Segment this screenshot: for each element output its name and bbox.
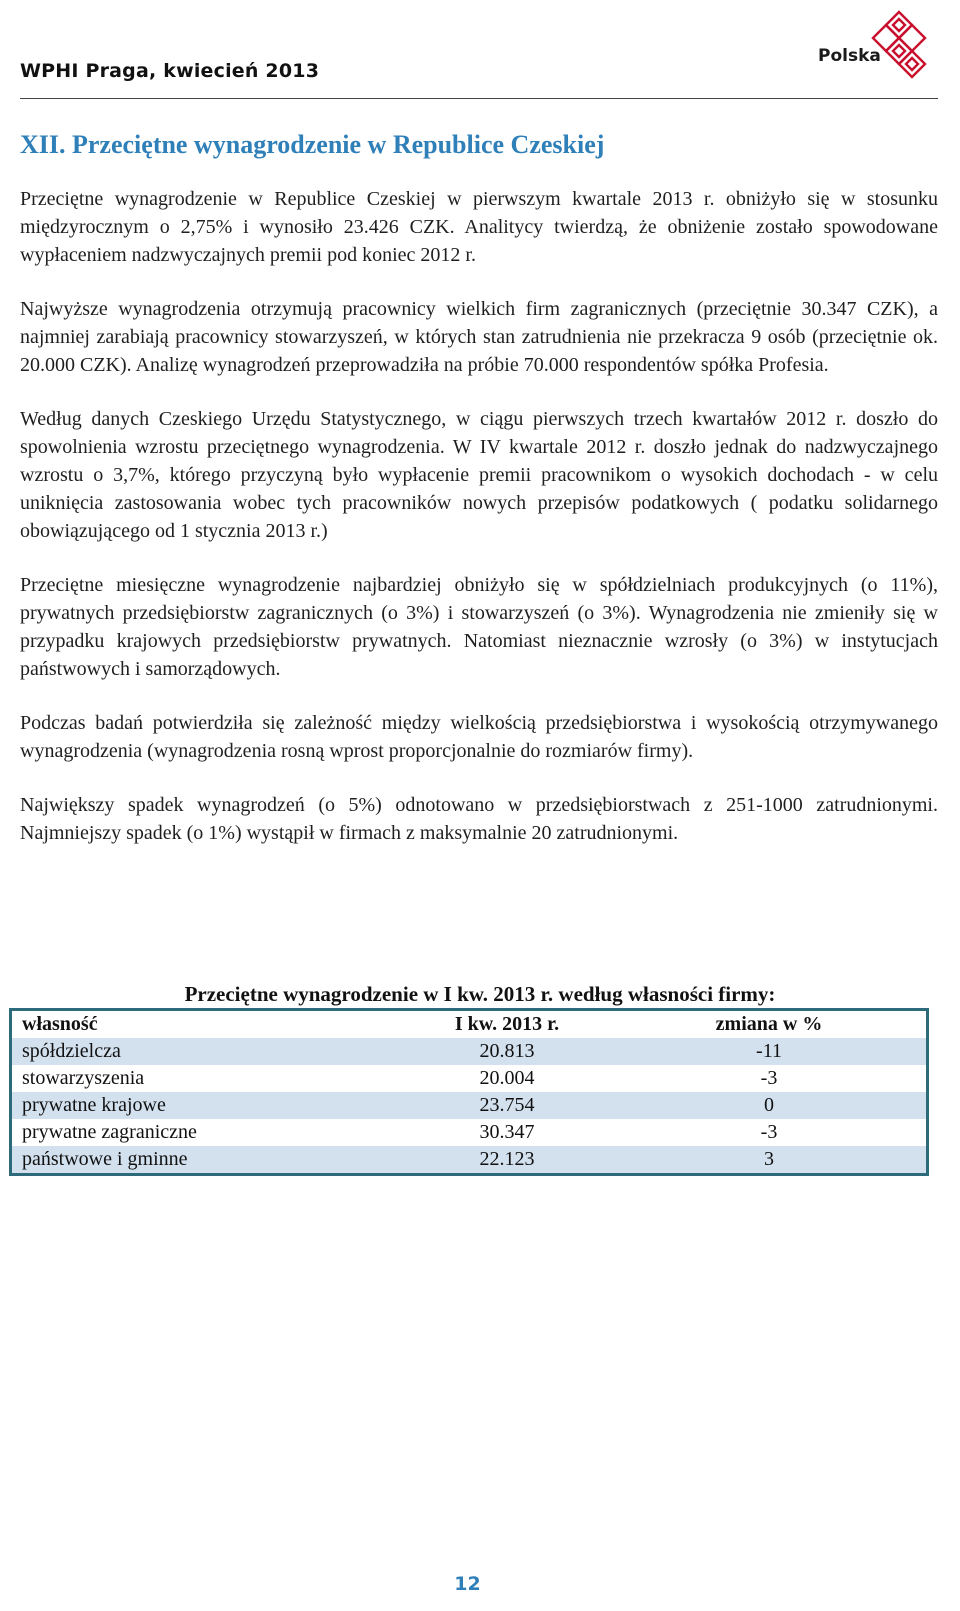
cell-change: -3 xyxy=(612,1119,928,1146)
table-row xyxy=(11,1146,928,1175)
cell-salary: 22.123 xyxy=(402,1146,612,1175)
table-header-row xyxy=(11,1010,928,1039)
cell-ownership: spółdzielcza xyxy=(11,1038,403,1065)
table-caption: Przeciętne wynagrodzenie w I kw. 2013 r. według własności firmy: xyxy=(184,982,776,1006)
polska-logo-icon xyxy=(864,10,934,82)
paragraph: Według danych Czeskiego Urzędu Statystycznego, w ciągu pierwszych trzech kwartałów 2012 r. doszło do spowolnienia wzrostu przeciętnego wynagrodzenia. W IV kwartale 2012 r. doszło jednak do nadzwyczajnego wzrostu o 3,7%, którego przyczyną było wypłacenie premii pracownikom o wysokich dochodach - w celu uniknięcia zastosowania wobec tych pracowników nowych przepisów podatkowych ( podatku solidarnego obowiązującego od 1 stycznia 2013 r.) xyxy=(20,408,938,542)
cell-salary: 20.004 xyxy=(402,1065,612,1092)
cell-change: -3 xyxy=(612,1065,928,1092)
paragraph: Najwyższe wynagrodzenia otrzymują pracownicy wielkich firm zagranicznych (przeciętnie 30.347 CZK), a najmniej zarabiają pracownicy stowarzyszeń, w których stan zatrudnienia nie przekracza 9 osób (przeciętnie ok. 20.000 CZK). Analizę wynagrodzeń przeprowadziła na próbie 70.000 respondentów spółka Profesia. xyxy=(20,298,938,376)
table-row xyxy=(11,1065,928,1092)
column-header-salary: I kw. 2013 r. xyxy=(402,1010,612,1039)
section-heading: XII. Przeciętne wynagrodzenie w Republice Czeskiej xyxy=(20,130,605,159)
cell-salary: 20.813 xyxy=(402,1038,612,1065)
table-row xyxy=(11,1119,928,1146)
cell-salary: 23.754 xyxy=(402,1092,612,1119)
salary-table xyxy=(9,1008,929,1176)
document-body xyxy=(20,185,938,847)
column-header-change: zmiana w % xyxy=(612,1010,928,1039)
page-number: 12 xyxy=(454,1573,481,1595)
cell-salary: 30.347 xyxy=(402,1119,612,1146)
cell-change: -11 xyxy=(612,1038,928,1065)
paragraph: Przeciętne wynagrodzenie w Republice Czeskiej w pierwszym kwartale 2013 r. obniżyło się w stosunku międzyrocznym o 2,75% i wynosiło 23.426 CZK. Analitycy twierdzą, że obniżenie zostało spowodowane wypłaceniem nadzwyczajnych premii pod koniec 2012 r. xyxy=(20,188,938,266)
cell-ownership: prywatne krajowe xyxy=(11,1092,403,1119)
paragraph: Podczas badań potwierdziła się zależność między wielkością przedsiębiorstwa i wysokością otrzymywanego wynagrodzenia (wynagrodzenia rosną wprost proporcjonalnie do rozmiarów firmy). xyxy=(20,712,938,762)
polska-logo xyxy=(818,10,938,90)
cell-ownership: stowarzyszenia xyxy=(11,1065,403,1092)
cell-ownership: państwowe i gminne xyxy=(11,1146,403,1175)
table-row xyxy=(11,1092,928,1119)
cell-change: 0 xyxy=(612,1092,928,1119)
paragraph: Przeciętne miesięczne wynagrodzenie najbardziej obniżyło się w spółdzielniach produkcyjnych (o 11%), prywatnych przedsiębiorstw zagranicznych (o 3%) i stowarzyszeń (o 3%). Wynagrodzenia nie zmieniły się w przypadku krajowych przedsiębiorstw prywatnych. Natomiast nieznacznie wzrosły (o 3%) w instytucjach państwowych i samorządowych. xyxy=(20,574,938,680)
table-row xyxy=(11,1038,928,1065)
cell-change: 3 xyxy=(612,1146,928,1175)
column-header-ownership: własność xyxy=(11,1010,403,1039)
logo-text: Polska xyxy=(818,46,881,66)
header-title: WPHI Praga, kwiecień 2013 xyxy=(20,60,320,82)
cell-ownership: prywatne zagraniczne xyxy=(11,1119,403,1146)
header-divider xyxy=(20,98,938,99)
paragraph: Największy spadek wynagrodzeń (o 5%) odnotowano w przedsiębiorstwach z 251-1000 zatrudnionymi. Najmniejszy spadek (o 1%) wystąpił w firmach z maksymalnie 20 zatrudnionymi. xyxy=(20,794,938,844)
